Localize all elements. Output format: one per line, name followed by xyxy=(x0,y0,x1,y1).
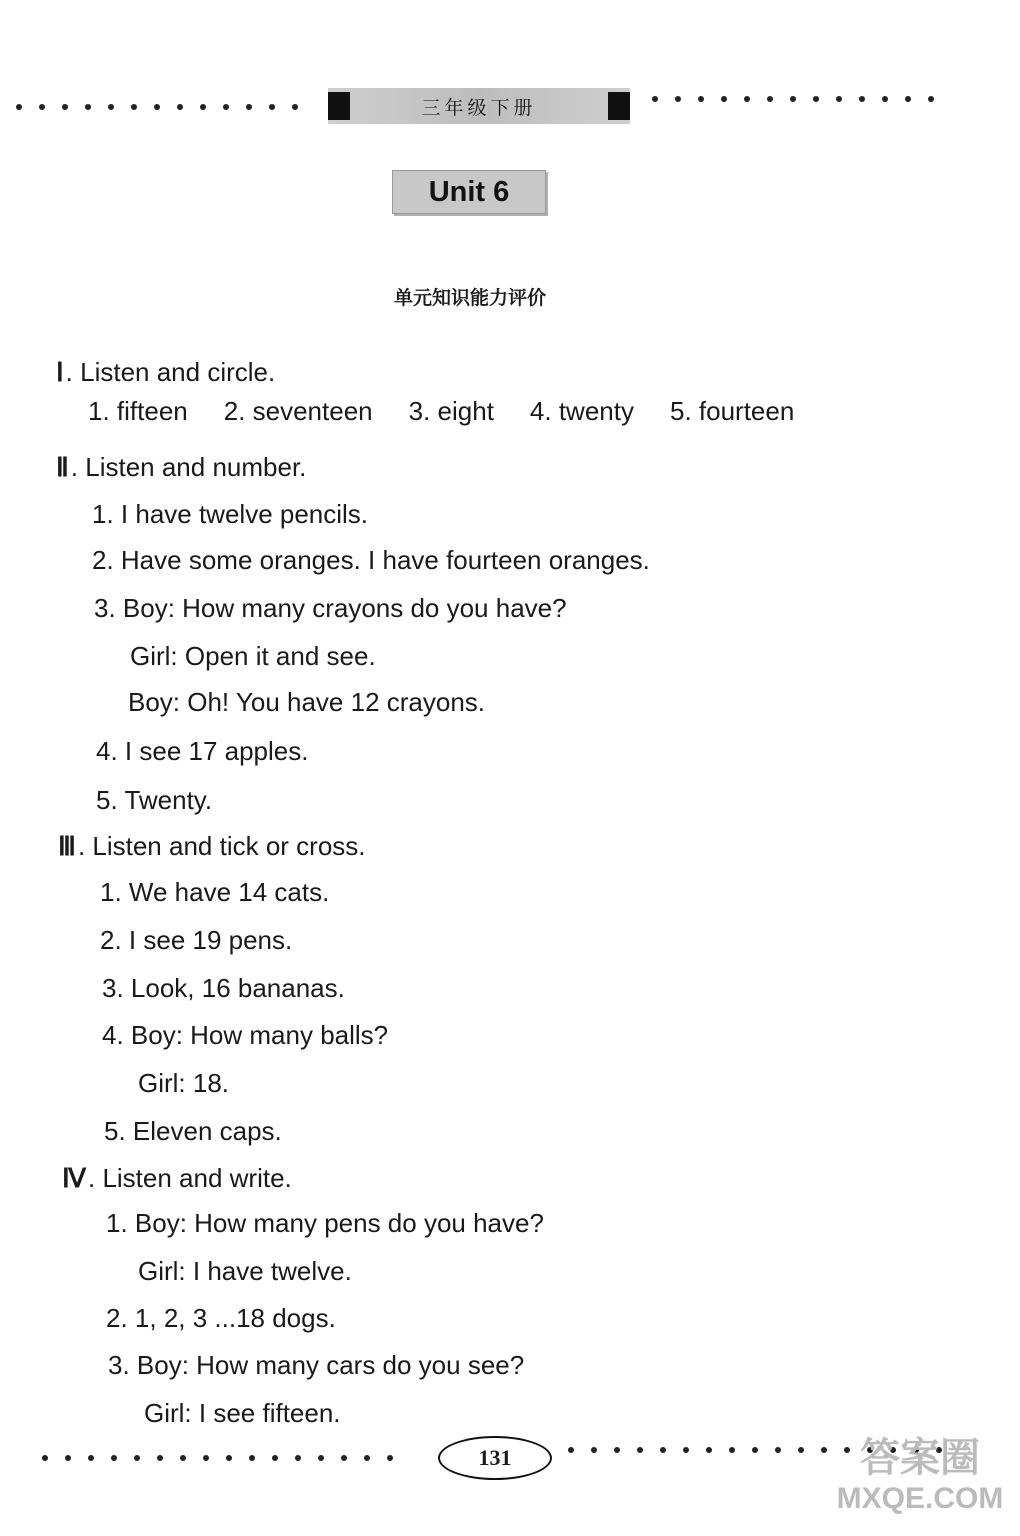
choice-item: 2. seventeen xyxy=(223,396,373,426)
script-line: Girl: 18. xyxy=(138,1068,230,1098)
header-dots-right xyxy=(652,96,934,102)
choice-item: 3. eight xyxy=(408,396,494,426)
footer-dots-left xyxy=(42,1455,393,1461)
section-title: . Listen and circle. xyxy=(65,357,276,387)
script-line: 4. I see 17 apples. xyxy=(96,736,309,766)
script-line: 2. 1, 2, 3 ...18 dogs. xyxy=(106,1303,336,1333)
script-line: Boy: Oh! You have 12 crayons. xyxy=(128,687,486,717)
unit-title: Unit 6 xyxy=(428,175,510,208)
script-line: 3. Boy: How many cars do you see? xyxy=(108,1350,525,1380)
section-subtitle: 单元知识能力评价 xyxy=(393,287,546,309)
header-banner xyxy=(328,88,630,124)
script-line: 3. Boy: How many crayons do you have? xyxy=(94,593,567,623)
section-numeral: Ⅲ xyxy=(58,832,76,861)
script-line: Girl: I see fifteen. xyxy=(144,1398,341,1428)
page-number: 131 xyxy=(438,1436,552,1480)
circle-choices xyxy=(88,396,794,427)
script-line: 5. Twenty. xyxy=(96,785,213,815)
unit-title-box xyxy=(392,170,546,214)
script-line: 5. Eleven caps. xyxy=(104,1116,282,1146)
script-line: 3. Look, 16 bananas. xyxy=(102,973,345,1003)
choice-item: 4. twenty xyxy=(529,396,634,426)
script-line: 2. Have some oranges. I have fourteen oranges. xyxy=(92,545,650,575)
grade-title: 三年级下册 xyxy=(421,96,537,119)
section-title: . Listen and write. xyxy=(88,1163,292,1193)
section-title: . Listen and tick or cross. xyxy=(77,831,366,861)
section-numeral: Ⅱ xyxy=(56,453,69,482)
watermark-logo: 答案圈 xyxy=(860,1435,980,1481)
script-line: 2. I see 19 pens. xyxy=(100,925,293,955)
section-title: . Listen and number. xyxy=(70,452,307,482)
section-heading-2 xyxy=(56,452,306,483)
script-line: 4. Boy: How many balls? xyxy=(102,1020,389,1050)
section-heading-3 xyxy=(58,831,366,862)
watermark-url: MXQE.COM xyxy=(836,1482,1004,1515)
section-heading-4 xyxy=(62,1163,292,1194)
section-heading-1 xyxy=(56,357,275,388)
section-numeral: Ⅳ xyxy=(62,1164,86,1193)
script-line: 1. We have 14 cats. xyxy=(100,877,330,907)
script-line: 1. Boy: How many pens do you have? xyxy=(106,1208,544,1238)
choice-item: 1. fifteen xyxy=(88,396,188,426)
script-line: 1. I have twelve pencils. xyxy=(92,499,369,529)
watermark xyxy=(834,1434,1006,1526)
section-numeral: Ⅰ xyxy=(56,358,64,387)
choice-item: 5. fourteen xyxy=(669,396,795,426)
banner-right-block xyxy=(608,92,630,120)
script-line: Girl: I have twelve. xyxy=(138,1256,352,1286)
script-line: Girl: Open it and see. xyxy=(130,641,376,671)
banner-left-block xyxy=(328,92,350,120)
header-dots-left xyxy=(16,104,298,110)
